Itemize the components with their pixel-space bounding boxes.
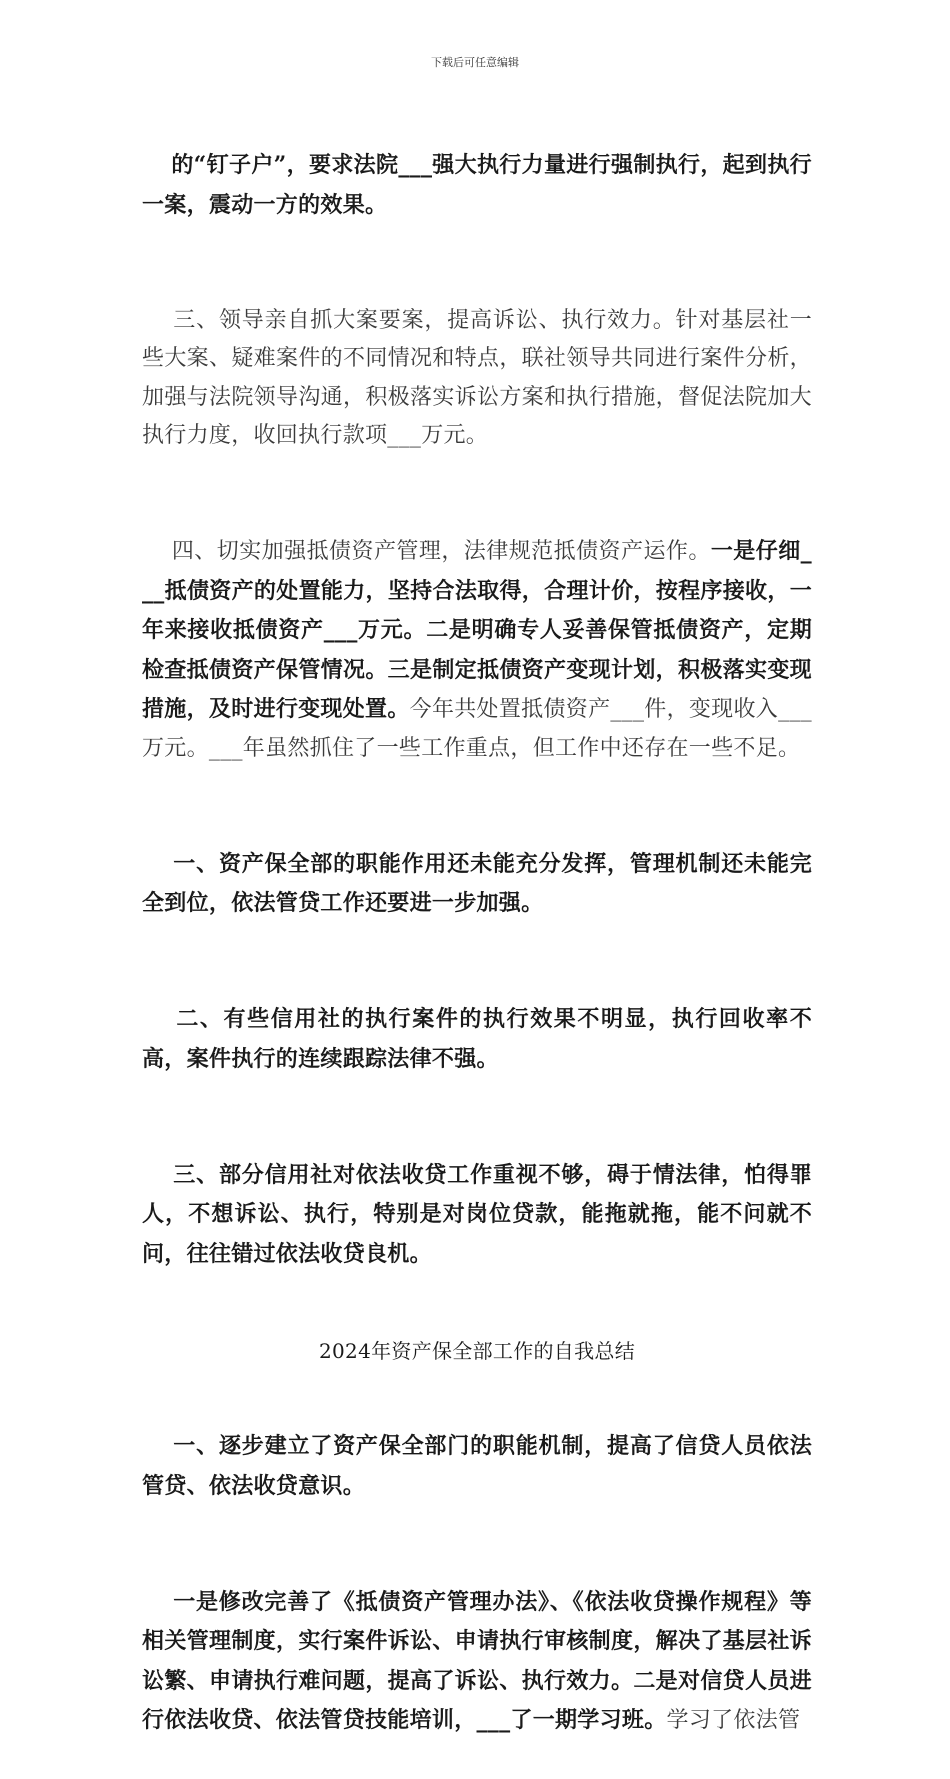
paragraph-text: 一、资产保全部的职能作用还未能充分发挥，管理机制还未能完全到位，依法管贷工作还要进一步加强。: [142, 850, 812, 917]
paragraph-text: 一、逐步建立了资产保全部门的职能机制，提高了信贷人员依法管贷、依法收贷意识。: [142, 1433, 812, 1499]
paragraph-4: [142, 806, 812, 962]
paragraph-text: 今年共处置抵债资产___件，变现收入___万元。___年虽然抓住了一些工作重点，但工作中还存在一些不足。: [142, 697, 812, 761]
page-header: 下载后可任意编辑: [431, 56, 519, 69]
paragraph-text-bold: 一是仔细___抵债资产的处置能力，坚持合法取得，合理计价，按程序接收，一年来接收抵债资产___万元。二是明确专人妥善保管抵债资产，定期检查抵债资产保管情况。三是制定抵债资产变现计划，积极落实变现措施，及时进行变现处置。: [142, 538, 812, 723]
paragraph-text: 学习了依法管: [666, 1708, 801, 1734]
paragraph-6: [142, 1118, 812, 1313]
paragraph-text: 四、切实加强抵债资产管理，法律规范抵债资产运作。: [171, 539, 711, 565]
paragraph-1: [142, 108, 812, 264]
paragraph-8: [142, 1545, 812, 1779]
paragraph-3: [142, 494, 812, 806]
paragraph-5: [142, 962, 812, 1118]
section-title: 2024年资产保全部工作的自我总结: [319, 1338, 635, 1363]
paragraph-2: [142, 264, 812, 494]
paragraph-text: 三、领导亲自抓大案要案，提高诉讼、执行效力。针对基层社一些大案、疑难案件的不同情况和特点，联社领导共同进行案件分析，加强与法院领导沟通，积极落实诉讼方案和执行措施，督促法院加大执行力度，收回执行款项___万元。: [142, 308, 812, 449]
document-body: [142, 108, 812, 1779]
paragraph-7: [142, 1389, 812, 1545]
paragraph-text: 的“钉子户”，要求法院___强大执行力量进行强制执行，起到执行一案，震动一方的效果。: [142, 152, 812, 218]
paragraph-text: 二、有些信用社的执行案件的执行效果不明显，执行回收率不高，案件执行的连续跟踪法律不强。: [142, 1006, 812, 1072]
paragraph-text: 三、部分信用社对依法收贷工作重视不够，碍于情法律，怕得罪人，不想诉讼、执行，特别是对岗位贷款，能拖就拖，能不问就不问，往往错过依法收贷良机。: [142, 1161, 812, 1267]
paragraph-text-bold: 一是修改完善了《抵债资产管理办法》、《依法收贷操作规程》等相关管理制度，实行案件诉讼、申请执行审核制度，解决了基层社诉讼繁、申请执行难问题，提高了诉讼、执行效力。二是对信贷人员进行依法收贷、依法管贷技能培训，___了一期学习班。: [142, 1589, 812, 1734]
